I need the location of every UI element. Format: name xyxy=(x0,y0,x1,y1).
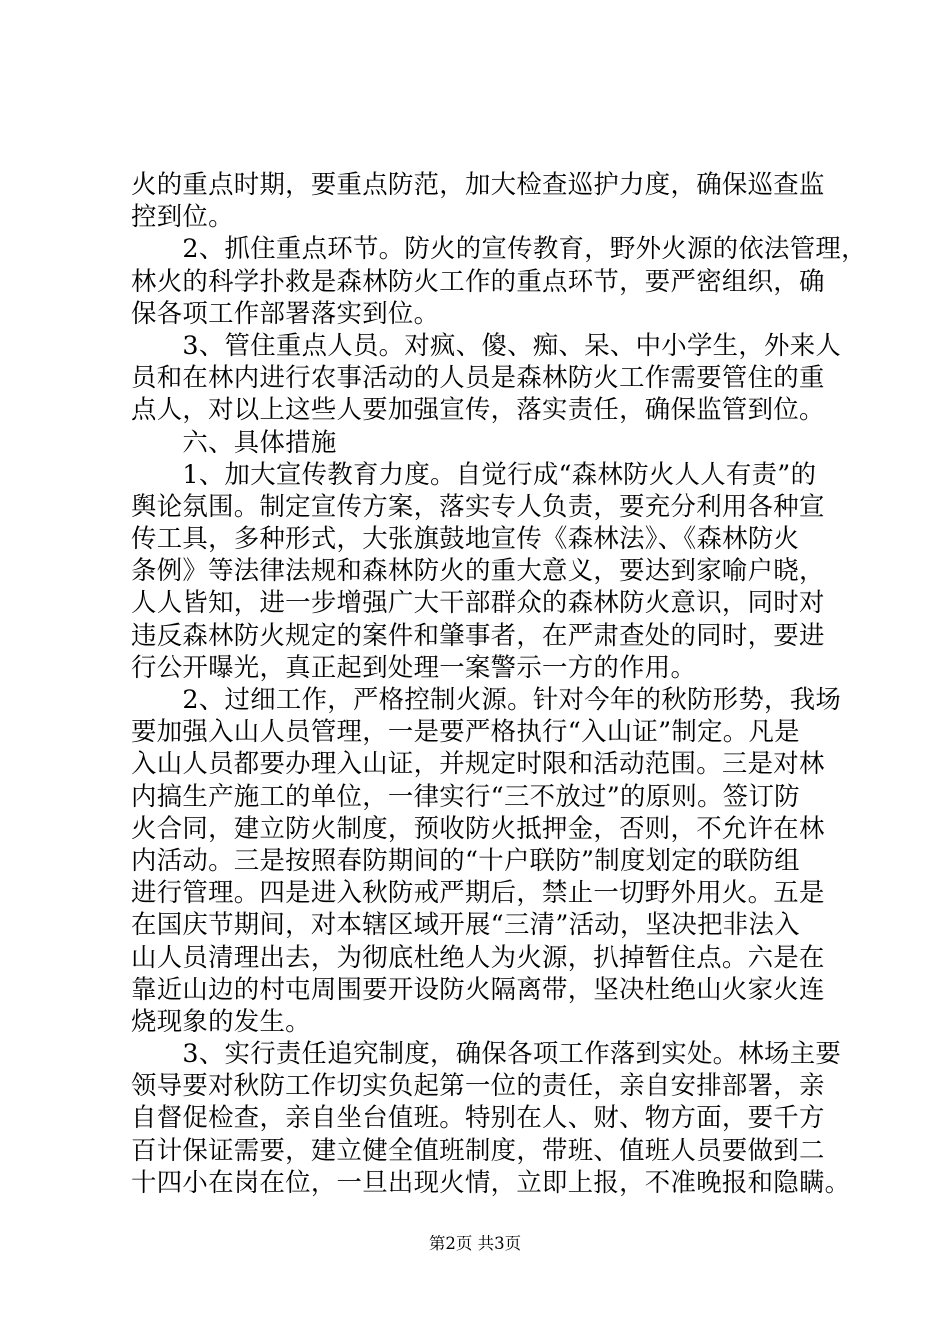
text-line: 1、加大宣传教育力度。自觉行成“森林防火人人有责”的 xyxy=(131,458,817,489)
text-line: 2、过细工作，严格控制火源。针对今年的秋防形势，我场 xyxy=(131,684,842,714)
text-line: 山人员清理出去，为彻底杜绝人为火源，扒掉暂住点。六是在 xyxy=(131,941,825,972)
text-line: 要加强入山人员管理，一是要严格执行“入山证”制定。凡是 xyxy=(131,716,800,747)
text-line: 内活动。三是按照春防期间的“十户联防”制度划定的联防组 xyxy=(131,844,800,875)
text-line: 内搞生产施工的单位，一律实行“三不放过”的原则。签订防 xyxy=(131,780,800,811)
text-line: 2、抓住重点环节。防火的宣传教育，野外火源的依法管理， xyxy=(131,233,867,264)
document-body xyxy=(131,168,867,1198)
text-line: 入山人员都要办理入山证，并规定时限和活动范围。三是对林 xyxy=(131,748,825,779)
text-line: 员和在林内进行农事活动的人员是森林防火工作需要管住的重 xyxy=(131,362,825,393)
text-line: 靠近山边的村屯周围要开设防火隔离带，坚决杜绝山火家火连 xyxy=(131,973,825,1004)
text-line: 条例》等法律法规和森林防火的重大意义，要达到家喻户晓， xyxy=(131,555,825,586)
section-heading: 六、具体措施 xyxy=(131,426,337,457)
text-line: 3、管住重点人员。对疯、傻、痴、呆、中小学生，外来人 xyxy=(131,329,842,360)
text-line: 点人，对以上这些人要加强宣传，落实责任，确保监管到位。 xyxy=(131,394,825,425)
text-line: 3、实行责任追究制度，确保各项工作落到实处。林场主要 xyxy=(131,1038,842,1069)
text-line: 行公开曝光，真正起到处理一案警示一方的作用。 xyxy=(131,651,697,682)
text-line: 自督促检查，亲自坐台值班。特别在人、财、物方面，要千方 xyxy=(131,1102,825,1133)
text-line: 人人皆知，进一步增强广大干部群众的森林防火意识，同时对 xyxy=(131,587,825,618)
text-line: 舆论氛围。制定宣传方案，落实专人负责，要充分利用各种宣 xyxy=(131,490,825,521)
text-line: 领导要对秋防工作切实负起第一位的责任，亲自安排部署，亲 xyxy=(131,1070,825,1101)
text-line: 控到位。 xyxy=(131,201,234,232)
text-line: 违反森林防火规定的案件和肇事者，在严肃查处的同时，要进 xyxy=(131,619,825,650)
text-line: 十四小在岗在位，一旦出现火情，立即上报，不准晚报和隐瞒。 xyxy=(131,1166,851,1197)
text-line: 百计保证需要，建立健全值班制度，带班、值班人员要做到二 xyxy=(131,1134,825,1165)
text-line: 火的重点时期，要重点防范，加大检查巡护力度，确保巡查监 xyxy=(131,169,825,199)
text-line: 进行管理。四是进入秋防戒严期后，禁止一切野外用火。五是 xyxy=(131,877,825,908)
text-line: 传工具，多种形式，大张旗鼓地宣传《森林法》、《森林防火 xyxy=(131,523,800,554)
text-line: 烧现象的发生。 xyxy=(131,1005,311,1036)
page-number-footer: 第2页 共3页 xyxy=(428,1234,522,1253)
text-line: 保各项工作部署落实到位。 xyxy=(131,297,440,328)
text-line: 在国庆节期间，对本辖区域开展“三清”活动，坚决把非法入 xyxy=(131,909,800,940)
text-line: 火合同，建立防火制度，预收防火抵押金，否则，不允许在林 xyxy=(131,812,825,843)
text-line: 林火的科学扑救是森林防火工作的重点环节，要严密组织，确 xyxy=(131,265,825,296)
